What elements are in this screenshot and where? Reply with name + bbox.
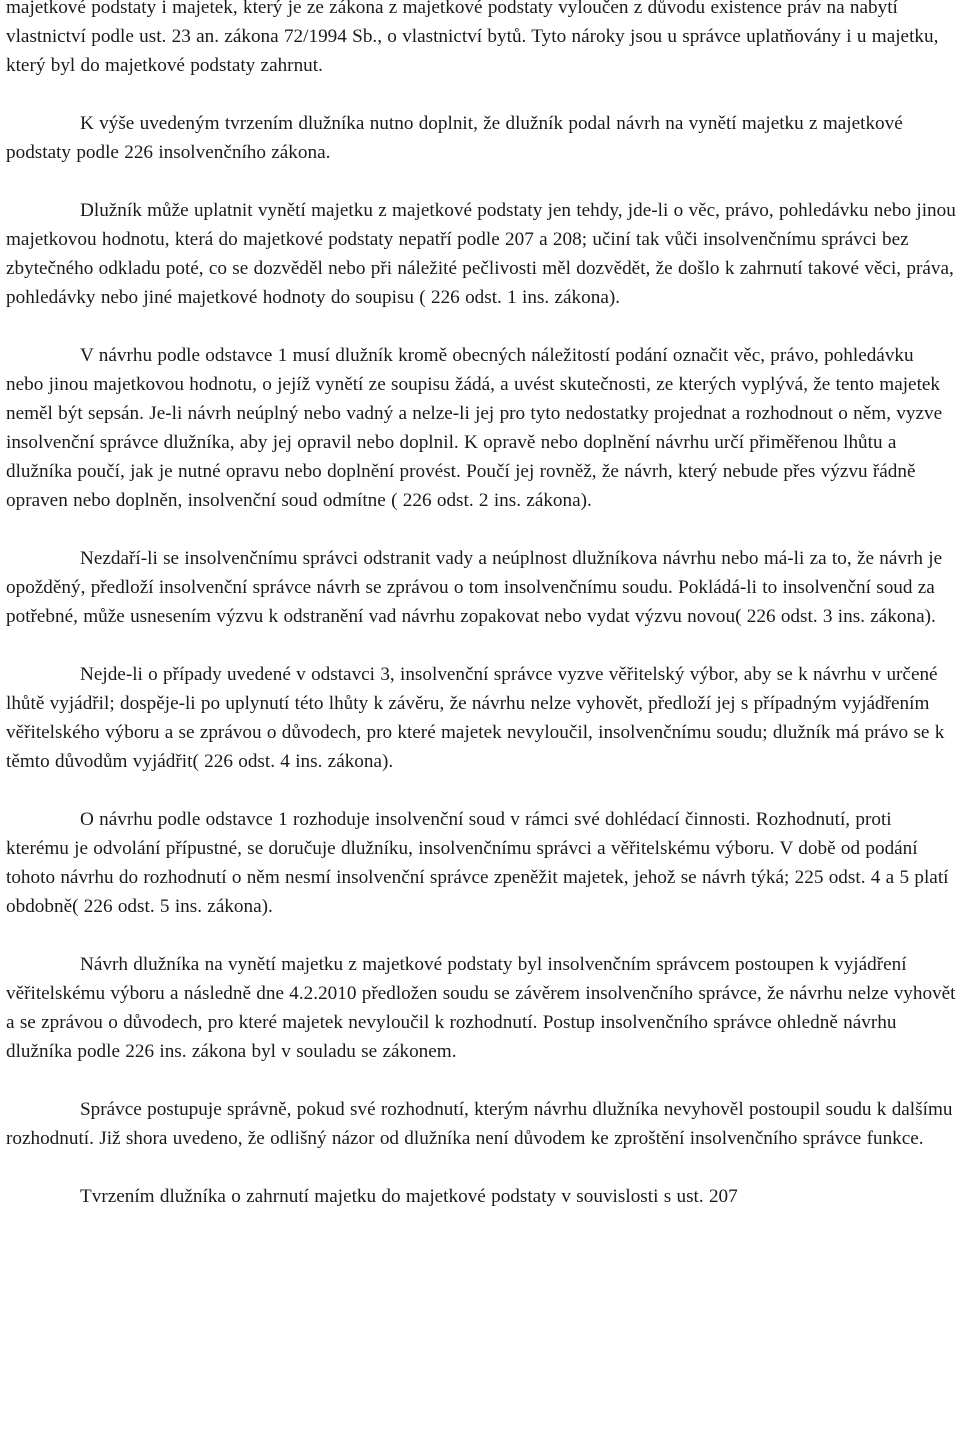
paragraph-spacer [6, 631, 956, 660]
paragraph-spacer [6, 167, 956, 196]
paragraph-spacer [6, 312, 956, 341]
paragraph-10: Tvrzením dlužníka o zahrnutí majetku do majetkové podstaty v souvislosti s ust. 207 [80, 1186, 738, 1207]
paragraph-4: V návrhu podle odstavce 1 musí dlužník kromě obecných náležitostí podání označit věc, právo, pohledávku nebo jinou majetkovou hodnotu, o jejíž vynětí ze soupisu žádá, a uvést skutečnosti, ze kterých vyplývá, že tento majetek neměl být sepsán. Je-li návrh neúplný nebo vadný a nelze-li jej pro tyto nedostatky projednat a rozhodnout o něm, vyzve insolvenční správce dlužníka, aby jej opravil nebo doplnil. K opravě nebo doplnění návrhu určí přiměřenou lhůtu a dlužníka poučí, jak je nutné opravu nebo doplnění provést. Poučí jej rovněž, že návrh, který nebude přes výzvu řádně opraven nebo doplněn, insolvenční soud odmítne ( 226 odst. 2 ins. zákona). [6, 345, 943, 511]
paragraph-spacer [6, 921, 956, 950]
paragraph-2: K výše uvedeným tvrzením dlužníka nutno doplnit, že dlužník podal návrh na vynětí majetku z majetkové podstaty podle 226 insolvenčního zákona. [6, 113, 903, 163]
paragraph-spacer [6, 1153, 956, 1182]
paragraph-1: majetkové podstaty i majetek, který je ze zákona z majetkové podstaty vyloučen z důvodu existence práv na nabytí vlastnictví podle ust. 23 an. zákona 72/1994 Sb., o vlastnictví bytů. Tyto nároky jsou u správce uplatňovány i u majetku, který byl do majetkové podstaty zahrnut. [6, 0, 939, 76]
paragraph-3: Dlužník může uplatnit vynětí majetku z majetkové podstaty jen tehdy, jde-li o věc, právo, pohledávku nebo jinou majetkovou hodnotu, která do majetkové podstaty nepatří podle 207 a 208; učiní tak vůči insolvenčnímu správci bez zbytečného odkladu poté, co se dozvěděl nebo při náležité pečlivosti měl dozvědět, že došlo k zahrnutí takové věci, práva, pohledávky nebo jiné majetkové hodnoty do soupisu ( 226 odst. 1 ins. zákona). [6, 200, 956, 308]
paragraph-6: Nejde-li o případy uvedené v odstavci 3, insolvenční správce vyzve věřitelský výbor, aby se k návrhu v určené lhůtě vyjádřil; dospěje-li po uplynutí této lhůty k závěru, že návrhu nelze vyhovět, předloží jej s případným vyjádřením věřitelského výboru a se zprávou o důvodech, pro které majetek nevyloučil, insolvenčnímu soudu; dlužník má právo se k těmto důvodům vyjádřit( 226 odst. 4 ins. zákona). [6, 664, 945, 772]
paragraph-spacer [6, 80, 956, 109]
paragraph-spacer [6, 1066, 956, 1095]
paragraph-9: Správce postupuje správně, pokud své rozhodnutí, kterým návrhu dlužníka nevyhověl postoupil soudu k dalšímu rozhodnutí. Již shora uvedeno, že odlišný názor od dlužníka není důvodem ke zproštění insolvenčního správce funkce. [6, 1099, 953, 1149]
paragraph-7: O návrhu podle odstavce 1 rozhoduje insolvenční soud v rámci své dohlédací činnosti. Rozhodnutí, proti kterému je odvolání přípustné, se doručuje dlužníku, insolvenčnímu správci a věřitelskému výboru. V době od podání tohoto návrhu do rozhodnutí o něm nesmí insolvenční správce zpeněžit majetek, jehož se návrh týká; 225 odst. 4 a 5 platí obdobně( 226 odst. 5 ins. zákona). [6, 809, 949, 917]
paragraph-spacer [6, 776, 956, 805]
paragraph-8: Návrh dlužníka na vynětí majetku z majetkové podstaty byl insolvenčním správcem postoupen k vyjádření věřitelskému výboru a následně dne 4.2.2010 předložen soudu se závěrem insolvenčního správce, že návrhu nelze vyhovět a se zprávou o důvodech, pro které majetek nevyloučil k rozhodnutí. Postup insolvenčního správce ohledně návrhu dlužníka podle 226 ins. zákona byl v souladu se zákonem. [6, 954, 956, 1062]
document-page [6, 0, 956, 1211]
paragraph-spacer [6, 515, 956, 544]
paragraph-5: Nezdaří-li se insolvenčnímu správci odstranit vady a neúplnost dlužníkova návrhu nebo má-li za to, že návrh je opožděný, předloží insolvenční správce návrh se zprávou o tom insolvenčnímu soudu. Pokládá-li to insolvenční soud za potřebné, může usnesením výzvu k odstranění vad návrhu zopakovat nebo vydat výzvu novou( 226 odst. 3 ins. zákona). [6, 548, 943, 627]
